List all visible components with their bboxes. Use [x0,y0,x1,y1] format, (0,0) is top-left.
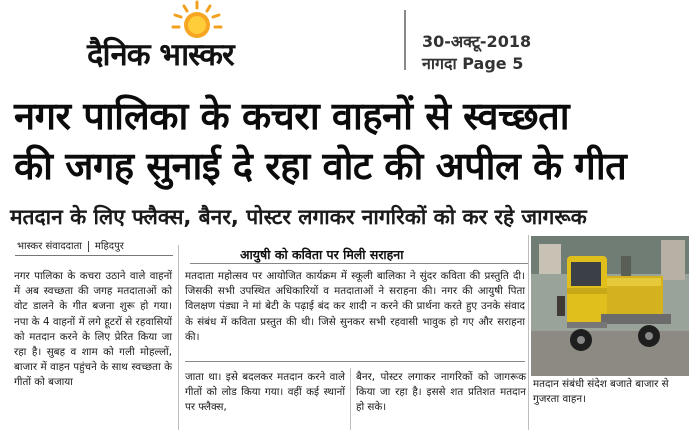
insert-title: आयुषी को कविता पर मिली सराहना [240,247,404,262]
byline-place: महिदपुर [94,241,124,252]
headline-line-2: की जगह सुनाई दे रहा वोट की अपील के गीत [14,144,627,188]
article-column-1: नगर पालिका के कचरा उठाने वाले वाहनों में अब स्वच्छता की जगह मतदाताओं को वोट डालने के गीत बजना शुरू हो गया। नपा के 4 वाहनों में लगे हूटरों से रहवासियों को मतदान करने के लिए प्रेरित किया जा रहा है। सुबह व शाम को गली मोहल्लों, बाजार में वाहन पहुंचने के साथ स्वच्छता के गीतों को बजाया [14,270,172,389]
insert-body: मतदाता महोत्सव पर आयोजित कार्यक्रम में स्कूली बालिका ने सुंदर कविता की प्रस्तुति दी। जिसकी सभी उपस्थित अधिकारियों व मतदाताओं ने सराहना की। नगर की आयुषी पिता विलक्षण पंड्या ने मां बेटी के पढ़ाई बंद कर शादी न करने की प्रार्थना करते हुए उनके संवाद के संबंध में कविता प्रस्तुत की थी। जिसे सुनकर सभी रहवासी भावुक हो गए और सराहना की। [185,270,525,343]
headline-line-1: नगर पालिका के कचरा वाहनों से स्वच्छता [14,94,570,138]
byline [17,238,124,252]
garbage-vehicle-photo [531,236,689,376]
photo-caption: मतदान संबंधी संदेश बजाते बाजार से गुजरता वाहन। [533,378,669,405]
column-separator [178,245,179,430]
byline-rule [15,255,173,256]
article-column-2: जाता था। इसे बदलकर मतदान करने वाले गीतों को लोड किया गया। वहीं कई स्थानों पर फ्लैक्स, [185,371,345,414]
subheadline: मतदान के लिए फ्लैक्स, बैनर, पोस्टर लगाकर नागरिकों को कर रहे जागरूक [10,205,587,229]
column-separator [528,235,529,430]
insert-bottom-rule [185,361,525,362]
newspaper-logo: दैनिक भास्कर [87,37,234,73]
article-column-3: बैनर, पोस्टर लगाकर नागरिकों को जागरूक किया जा रहा है। इससे शत प्रतिशत मतदान हो सके। [356,371,526,414]
byline-reporter: भास्कर संवाददाता [17,241,82,252]
insert-title-rule [190,263,528,264]
edition-page: नागदा Page 5 [422,54,524,73]
column-separator [350,368,351,430]
byline-separator [88,241,89,252]
masthead-divider [404,10,406,70]
edition-date: 30-अक्टू-2018 [422,32,532,51]
